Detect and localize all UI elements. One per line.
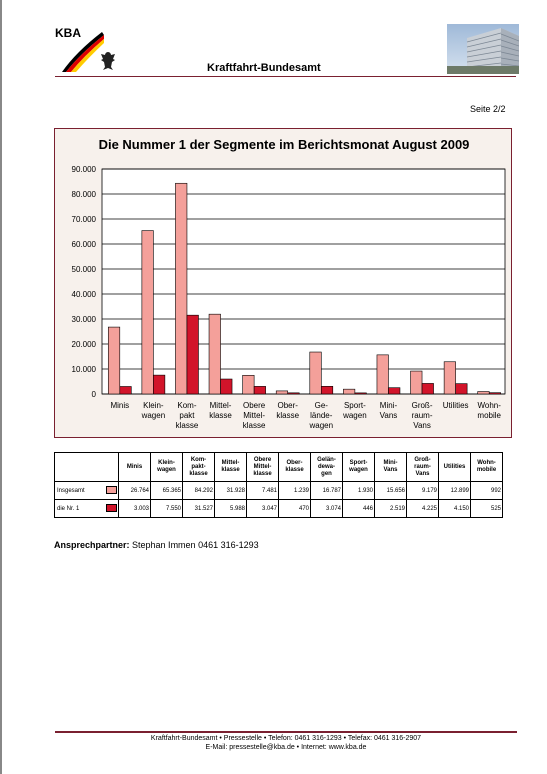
- contact-label: Ansprechpartner:: [54, 540, 130, 550]
- bar-insgesamt: [142, 231, 154, 394]
- table-cell: 992: [471, 482, 503, 500]
- bar-insgesamt: [377, 355, 389, 394]
- legend-swatch-cell: [104, 482, 119, 500]
- x-tick-label: Ge-: [314, 401, 328, 410]
- x-tick-label: klasse: [276, 411, 300, 420]
- bar-nr1: [221, 379, 233, 394]
- x-tick-label: Groß-: [411, 401, 433, 410]
- table-cell: 31.527: [183, 500, 215, 518]
- page-left-border: [0, 0, 2, 774]
- bar-insgesamt: [175, 183, 187, 394]
- table-column-header: Obere Mittel- klasse: [247, 453, 279, 482]
- chart-frame: [54, 128, 512, 438]
- y-tick-label: 10.000: [71, 365, 96, 374]
- footer-contact-line: Kraftfahrt-Bundesamt • Pressestelle • Telefon: 0461 316-1293 • Telefax: 0461 316-2907: [150, 735, 422, 742]
- table-corner-cell: [104, 453, 119, 482]
- german-flag-swoosh-icon: [60, 26, 104, 74]
- bar-insgesamt: [243, 375, 255, 394]
- table-cell: 1.930: [343, 482, 375, 500]
- table-cell: 31.928: [215, 482, 247, 500]
- bar-nr1: [422, 383, 434, 394]
- table-cell: 3.003: [119, 500, 151, 518]
- bar-nr1: [388, 388, 400, 394]
- header-divider: [55, 76, 516, 77]
- row-label: Insgesamt: [55, 482, 105, 500]
- x-tick-label: lände-: [310, 411, 333, 420]
- table-cell: 84.292: [183, 482, 215, 500]
- y-tick-label: 80.000: [71, 190, 96, 199]
- x-tick-label: Vans: [413, 421, 431, 430]
- bar-insgesamt: [209, 314, 221, 394]
- x-tick-label: Utilities: [442, 401, 469, 410]
- table-cell: 470: [279, 500, 311, 518]
- bar-insgesamt: [108, 327, 120, 394]
- x-tick-label: pakt: [179, 411, 195, 420]
- y-tick-label: 20.000: [71, 340, 96, 349]
- table-row: [55, 500, 503, 518]
- y-tick-label: 60.000: [71, 240, 96, 249]
- chart-title: Die Nummer 1 der Segmente im Berichtsmonat August 2009: [98, 137, 470, 152]
- bar-nr1: [120, 386, 131, 394]
- table-cell: 5.988: [215, 500, 247, 518]
- table-column-header: Gelän- dewa- gen: [311, 453, 343, 482]
- table-cell: 16.787: [311, 482, 343, 500]
- table-column-header: Groß- raum- Vans: [407, 453, 439, 482]
- table-cell: 4.225: [407, 500, 439, 518]
- y-tick-label: 90.000: [71, 165, 96, 174]
- table-column-header: Minis: [119, 453, 151, 482]
- bar-nr1: [254, 386, 266, 394]
- x-tick-label: Kom-: [177, 401, 197, 410]
- table-cell: 9.179: [407, 482, 439, 500]
- bar-insgesamt: [276, 391, 288, 394]
- bar-nr1: [489, 393, 501, 394]
- y-tick-label: 40.000: [71, 290, 96, 299]
- bar-insgesamt: [478, 392, 490, 394]
- x-tick-label: klasse: [175, 421, 199, 430]
- table-cell: 7.481: [247, 482, 279, 500]
- x-tick-label: wagen: [343, 411, 367, 420]
- building-photo: [447, 24, 519, 74]
- table-cell: 446: [343, 500, 375, 518]
- kba-logo-text: KBA: [55, 26, 81, 40]
- table-cell: 4.150: [439, 500, 471, 518]
- table-column-header: Wohn- mobile: [471, 453, 503, 482]
- x-tick-label: Mittel-: [209, 401, 232, 410]
- table-cell: 26.764: [119, 482, 151, 500]
- bar-nr1: [153, 375, 165, 394]
- contact-value: Stephan Immen 0461 316-1293: [132, 540, 259, 550]
- footer-web-line: E-Mail: pressestelle@kba.de • Internet: www.kba.de: [205, 744, 367, 751]
- x-tick-label: Vans: [379, 411, 398, 420]
- x-tick-label: Sport-: [343, 401, 366, 410]
- table-header-row: [55, 453, 503, 482]
- y-tick-label: 0: [91, 390, 96, 399]
- x-tick-label: raum-: [411, 411, 433, 420]
- table-column-header: Mittel- klasse: [215, 453, 247, 482]
- footer: [55, 734, 517, 752]
- x-tick-label: Mittel-: [243, 411, 266, 420]
- x-tick-label: Ober-: [277, 401, 298, 410]
- x-tick-label: Obere: [243, 401, 266, 410]
- x-tick-label: klasse: [242, 421, 266, 430]
- x-tick-label: Wohn-: [477, 401, 501, 410]
- legend-swatch: [106, 486, 117, 494]
- row-label: die Nr. 1: [55, 500, 105, 518]
- contact-line: [54, 540, 259, 550]
- table-cell: 7.550: [151, 500, 183, 518]
- table-cell: 15.656: [375, 482, 407, 500]
- table-cell: 1.239: [279, 482, 311, 500]
- x-tick-label: klasse: [209, 411, 232, 420]
- x-tick-label: wagen: [309, 421, 334, 430]
- bar-nr1: [355, 393, 367, 394]
- x-tick-label: mobile: [477, 411, 501, 420]
- table-cell: 12.899: [439, 482, 471, 500]
- table-column-header: Sport- wagen: [343, 453, 375, 482]
- x-tick-label: Minis: [110, 401, 130, 410]
- table-column-header: Mini- Vans: [375, 453, 407, 482]
- table-row: [55, 482, 503, 500]
- bar-nr1: [321, 386, 333, 394]
- page-number: Seite 2/2: [470, 104, 506, 114]
- table-column-header: Ober- klasse: [279, 453, 311, 482]
- y-tick-label: 70.000: [71, 215, 96, 224]
- organization-name: Kraftfahrt-Bundesamt: [207, 62, 321, 74]
- federal-eagle-icon: [100, 50, 116, 72]
- table-cell: 65.365: [151, 482, 183, 500]
- x-tick-label: Klein-: [143, 401, 164, 410]
- legend-swatch: [106, 504, 117, 512]
- y-tick-label: 30.000: [71, 315, 96, 324]
- table-column-header: Klein- wagen: [151, 453, 183, 482]
- table-cell: 3.074: [311, 500, 343, 518]
- table-cell: 2.519: [375, 500, 407, 518]
- bar-insgesamt: [310, 352, 322, 394]
- x-tick-label: wagen: [141, 411, 166, 420]
- data-table: [54, 452, 503, 518]
- x-tick-label: Mini-: [379, 401, 398, 410]
- bar-nr1: [456, 384, 468, 394]
- bar-chart: [55, 129, 511, 437]
- bar-insgesamt: [343, 389, 355, 394]
- table-cell: 3.047: [247, 500, 279, 518]
- footer-divider: [55, 731, 517, 733]
- legend-swatch-cell: [104, 500, 119, 518]
- bar-nr1: [288, 393, 300, 394]
- table-cell: 525: [471, 500, 503, 518]
- bar-insgesamt: [444, 362, 456, 394]
- y-tick-label: 50.000: [71, 265, 96, 274]
- table-column-header: Kom- pakt- klasse: [183, 453, 215, 482]
- bar-nr1: [187, 315, 199, 394]
- plot-area: [102, 169, 505, 394]
- table-column-header: Utilities: [439, 453, 471, 482]
- bar-insgesamt: [411, 371, 423, 394]
- table-corner-cell: [55, 453, 105, 482]
